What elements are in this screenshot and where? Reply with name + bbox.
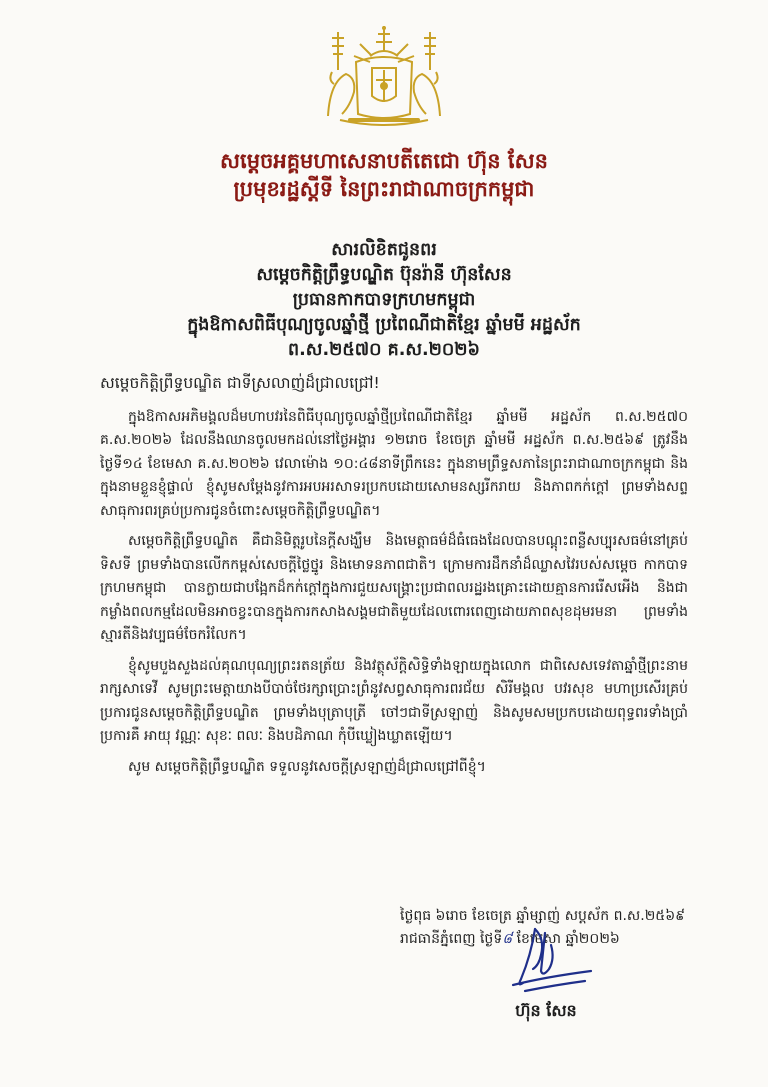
paragraph: សម្តេចកិត្តិព្រឹទ្ធបណ្ឌិត គឺជានិមិត្តរូបនៃក្តីសង្ឃឹម និងមេត្តាធម៌ដ៏ធំធេងដែលបានបណ្តុះពន្លឺសប្បុរសធម៌នៅគ្រប់ទិសទី ព្រមទាំងបានលើកកម្ពស់សេចក្តីថ្លៃថ្នូរ និងមោទនភាពជាតិ។ ក្រោមការដឹកនាំដ៏ឈ្លាសវៃរបស់សម្តេច កាកបាទក្រហមកម្ពុជា បានក្លាយជាបង្អែកដ៏កក់ក្តៅក្នុងការជួយសង្គ្រោះប្រជាពលរដ្ឋរងគ្រោះដោយគ្មានការរើសអើង និងជាកម្លាំងពលកម្មដែលមិនអាចខ្វះបានក្នុងការកសាងសង្គមជាតិមួយដែលពោរពេញដោយភាពសុខដុមរមនា ព្រមទាំងស្មារតីនិងវប្បធម៌ចែករំលែក។ [100,533,688,643]
signer-name: ហ៊ុន សែន [515,1001,577,1020]
signature-icon [505,925,595,995]
heading-line: ប្រធានកាកបាទក្រហមកម្ពុជា [292,290,476,310]
lunar-date: ថ្ងៃពុធ ៦រោច ខែចេត្រ ឆ្នាំម្សាញ់ សប្តស័ក ព.ស.២៥៦៩ [400,908,686,924]
heading-line: សារលិខិតជូនពរ [331,240,437,260]
handwritten-day: ៨ [502,931,513,947]
date-month-year: ខែមេសា ឆ្នាំ២០២៦ [516,931,620,947]
sender-name: សម្តេចអគ្គមហាសេនាបតីតេជោ ហ៊ុន សែន [220,149,548,173]
letter-body [100,372,688,786]
heading-line: ព.ស.២៥៧០ គ.ស.២០២៦ [288,340,480,360]
paragraph: ក្នុងឱកាសអភិមង្គលដ៏មហាបវរនៃពិធីបុណ្យចូលឆ្នាំថ្មីប្រពៃណីជាតិខ្មែរ ឆ្នាំមមី អដ្ឋស័ក ព.ស.២៥៧០ គ.ស.២០២៦ ដែលនឹងឈានចូលមកដល់នៅថ្ងៃអង្គារ ១២រោច ខែចេត្រ ឆ្នាំមមី អដ្ឋស័ក ព.ស.២៥៦៩ ត្រូវនឹងថ្ងៃទី១៤ ខែមេសា គ.ស.២០២៦ វេលាម៉ោង ១០:៤៨នាទីព្រឹកនេះ ក្នុងនាមព្រឹទ្ធសភានៃព្រះរាជាណាចក្រកម្ពុជា និងក្នុងនាមខ្លួនខ្ញុំផ្ទាល់ ខ្ញុំសូមសម្តែងនូវការអបអរសាទរប្រកបដោយសោមនស្សរីករាយ និងភាពកក់ក្តៅ ព្រមទាំងសព្ទសាធុការពរគ្រប់ប្រការជូនចំពោះសម្តេចកិត្តិព្រឹទ្ធបណ្ឌិត។ [100,408,688,519]
date-place-prefix: រាជធានីភ្នំពេញ ថ្ងៃទី [400,931,503,947]
closing-line: សូម សម្តេចកិត្តិព្រឹទ្ធបណ្ឌិត ទទួលនូវសេចក្តីស្រឡាញ់ដ៏ជ្រាលជ្រៅពីខ្ញុំ។ [128,758,486,775]
letter-heading [0,238,768,363]
sender-title: ប្រមុខរដ្ឋស្តីទី នៃព្រះរាជាណាចក្រកម្ពុជា [233,177,535,201]
heading-line: ក្នុងឱកាសពិធីបុណ្យចូលឆ្នាំថ្មី ប្រពៃណីជាតិខ្មែរ ឆ្នាំមមី អដ្ឋស័ក [187,315,581,335]
royal-arms-emblem-icon [320,22,448,132]
heading-line: សម្តេចកិត្តិព្រឹទ្ធបណ្ឌិត ប៊ុនរ៉ានី ហ៊ុនសែន [256,265,512,285]
paragraph: ខ្ញុំសូមបួងសួងដល់គុណបុណ្យព្រះរតនត្រ័យ និងវត្ថុស័ក្តិសិទ្ធិទាំងឡាយក្នុងលោក ជាពិសេសទេវតាឆ្នាំថ្មីព្រះនាម រាក្សសាទេវី សូមព្រះមេត្តាយាងបីបាច់ថែរក្សាប្រោះព្រំនូវសព្វសាធុការពរជ័យ សិរីមង្គល បវរសុខ មហាប្រសើរគ្រប់ប្រការជូនសម្តេចកិត្តិព្រឹទ្ធបណ្ឌិត ព្រមទាំងបុត្រាបុត្រី ចៅៗជាទីស្រឡាញ់ និងសូមសមប្រកបដោយពុទ្ធពរទាំងប្រាំប្រការគឺ អាយុ វណ្ណៈ សុខៈ ពលៈ និងបដិភាណ កុំបីឃ្លៀងឃ្លាតឡើយ។ [100,657,688,744]
salutation: សម្តេចកិត្តិព្រឹទ្ធបណ្ឌិត ជាទីស្រលាញ់ដ៏ជ្រាលជ្រៅ! [100,374,380,392]
